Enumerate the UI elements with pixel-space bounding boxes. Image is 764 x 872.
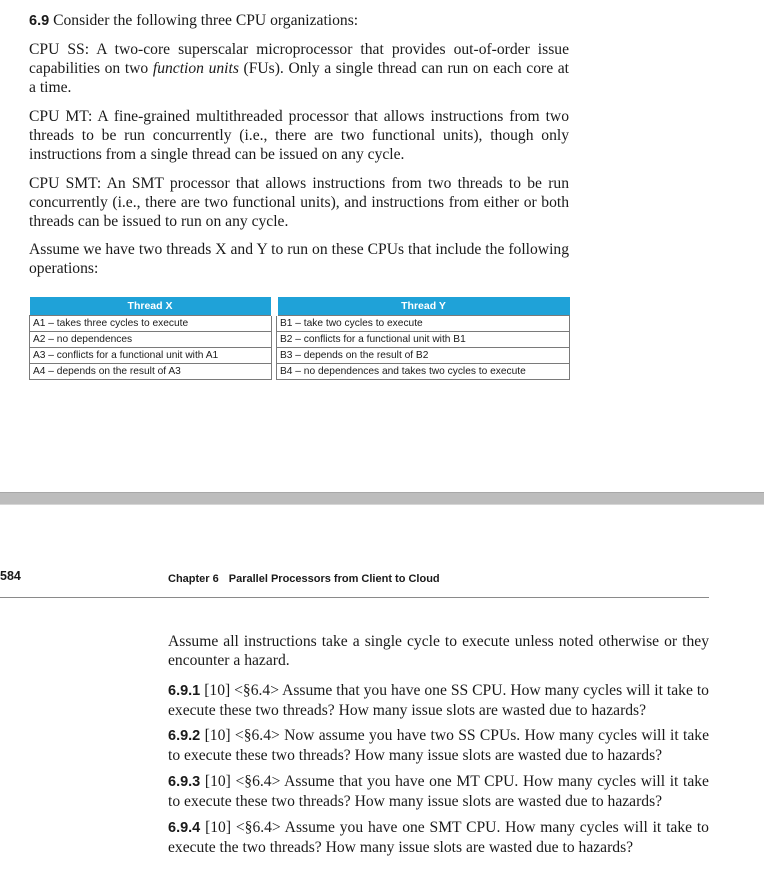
- cpu-ss-text-b: (FUs). Only a single thread can run on each core at a time.: [29, 60, 569, 96]
- table-row: [30, 332, 570, 348]
- thread-x-cell: A4 – depends on the result of A3: [30, 364, 272, 380]
- table-header-row: [30, 297, 570, 316]
- cpu-ss-text-a: CPU SS: A two-core superscalar microprocessor that provides out-of-order issue capabilities on two: [29, 41, 569, 77]
- subproblem-6-9-1: [168, 681, 709, 720]
- cpu-ss-paragraph: [29, 40, 569, 97]
- page-gap: [0, 492, 764, 505]
- chapter-title: Parallel Processors from Client to Cloud: [228, 573, 440, 585]
- subproblem-number: 6.9.2: [168, 728, 201, 744]
- table-row: [30, 316, 570, 332]
- page-number: 584: [0, 569, 21, 583]
- assume-single-cycle-paragraph: Assume all instructions take a single cycle to execute unless noted otherwise or they encounter a hazard.: [168, 633, 709, 669]
- thread-y-cell: B4 – no dependences and takes two cycles to execute: [277, 364, 570, 380]
- subproblem-text: [10] <§6.4> Assume that you have one SS CPU. How many cycles will it take to execute these two threads? How many issue slots are wasted due to hazards?: [168, 682, 709, 719]
- chapter-header: [168, 573, 440, 585]
- cpu-mt-paragraph: CPU MT: A fine-grained multithreaded processor that allows instructions from two threads to be run concurrently (i.e., there are two functional units), though only instructions from a single thread can be issued on any cycle.: [29, 108, 569, 163]
- thread-x-cell: A1 – takes three cycles to execute: [30, 316, 272, 332]
- thread-x-cell: A2 – no dependences: [30, 332, 272, 348]
- problem-heading: [29, 11, 569, 31]
- thread-x-cell: A3 – conflicts for a functional unit with A1: [30, 348, 272, 364]
- subproblem-6-9-4: [168, 818, 709, 857]
- assume-threads-paragraph: Assume we have two threads X and Y to run on these CPUs that include the following operations:: [29, 241, 569, 277]
- problem-number: 6.9: [29, 13, 50, 29]
- subproblem-6-9-2: [168, 726, 709, 765]
- thread-table: [29, 297, 570, 380]
- thread-y-cell: B3 – depends on the result of B2: [277, 348, 570, 364]
- thread-x-header: Thread X: [30, 297, 272, 316]
- subproblem-text: [10] <§6.4> Assume that you have one MT CPU. How many cycles will it take to execute these two threads? How many issue slots are wasted due to hazards?: [168, 773, 709, 810]
- problem-intro: Consider the following three CPU organizations:: [53, 12, 359, 29]
- subproblem-number: 6.9.4: [168, 820, 201, 836]
- subproblem-text: [10] <§6.4> Assume you have one SMT CPU. How many cycles will it take to execute the two threads? How many issue slots are wasted due to hazards?: [168, 819, 709, 856]
- subproblem-6-9-3: [168, 772, 709, 811]
- thread-y-cell: B2 – conflicts for a functional unit with B1: [277, 332, 570, 348]
- chapter-label: Chapter 6: [168, 573, 219, 585]
- header-rule: [0, 597, 709, 598]
- thread-y-header: Thread Y: [277, 297, 570, 316]
- subproblem-text: [10] <§6.4> Now assume you have two SS CPUs. How many cycles will it take to execute these two threads? How many issue slots are wasted due to hazards?: [168, 727, 709, 764]
- table-row: [30, 348, 570, 364]
- subproblem-number: 6.9.1: [168, 683, 201, 699]
- cpu-smt-paragraph: CPU SMT: An SMT processor that allows instructions from two threads to be run concurrently (i.e., there are two functional units), and instructions from either or both threads can be issued to run on any cycle.: [29, 175, 569, 230]
- table-row: [30, 364, 570, 380]
- subproblem-number: 6.9.3: [168, 774, 201, 790]
- cpu-ss-term: function units: [152, 60, 239, 77]
- thread-y-cell: B1 – take two cycles to execute: [277, 316, 570, 332]
